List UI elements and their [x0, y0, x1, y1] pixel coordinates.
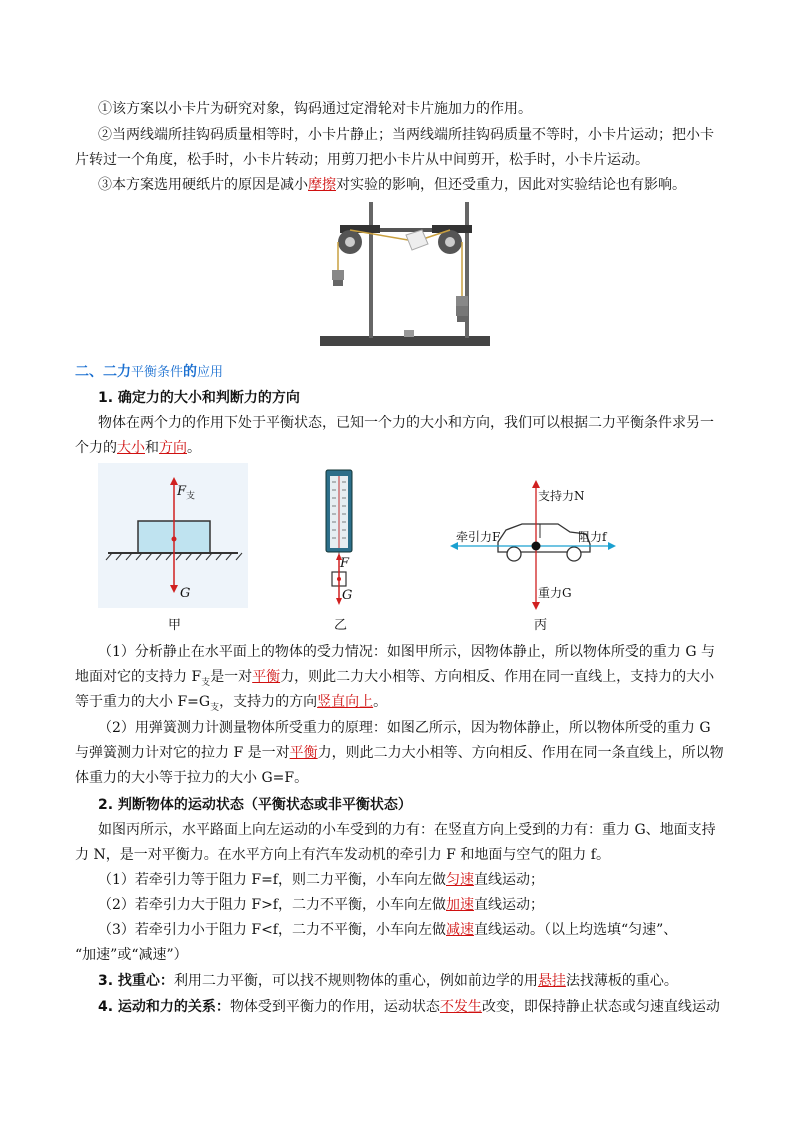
answer-blank: 不发生	[439, 999, 482, 1015]
sub2-paragraph-cont: 力 N，是一对平衡力。在水平方向上有汽车发动机的牵引力 F 和地面与空气的阻力 f。	[75, 847, 610, 863]
subheading-1: 1. 确定力的大小和判断力的方向	[98, 390, 300, 406]
text: 。	[373, 694, 388, 710]
force-label-left: 牵引力F	[456, 530, 501, 544]
text: （1）若牵引力等于阻力 F=f，则二力平衡，小车向左做	[98, 872, 446, 888]
analysis1-line3	[75, 692, 387, 718]
analysis2-line3: 体重力的大小等于拉力的大小 G=F。	[75, 770, 309, 786]
figure-caption: 乙	[334, 618, 348, 633]
analysis1-line1: （1）分析静止在水平面上的物体的受力情况：如图甲所示，因物体静止，所以物体所受的重力 G 与	[98, 644, 715, 660]
text: F	[177, 484, 187, 499]
section-heading	[75, 362, 223, 383]
subheading-4: 4. 运动和力的关系：	[98, 999, 230, 1015]
text: ，支持力的方向	[219, 694, 318, 710]
text: 直线运动；	[473, 897, 544, 913]
text: 直线运动；	[473, 872, 544, 888]
sub3-paragraph	[98, 971, 678, 991]
figure-jia	[98, 463, 248, 608]
text: 地面对它的支持力 F	[75, 669, 202, 685]
answer-blank: 匀速	[445, 872, 474, 888]
paragraph-1: ①该方案以小卡片为研究对象，钩码通过定滑轮对卡片施加力的作用。	[98, 101, 532, 117]
figure-bing	[450, 480, 620, 610]
text: （3）若牵引力小于阻力 F<f，二力不平衡，小车向左做	[98, 922, 446, 938]
force-label-up: 支持力N	[538, 489, 585, 503]
force-label-down: 重力G	[538, 586, 572, 600]
answer-blank: 竖直向上	[317, 694, 374, 710]
force-label: G	[342, 588, 353, 603]
sub1-paragraph-cont	[75, 438, 201, 458]
text: （2）若牵引力大于阻力 F>f，二力不平衡，小车向左做	[98, 897, 446, 913]
subheading-2: 2. 判断物体的运动状态（平衡状态或非平衡状态）	[98, 797, 412, 813]
text: 应用	[197, 365, 224, 380]
subscript: 支	[201, 677, 211, 688]
force-label: F	[340, 556, 350, 571]
paragraph-2a: ②当两线端所挂钩码质量相等时，小卡片静止；当两线端所挂钩码质量不等时，小卡片运动；把小卡	[98, 127, 714, 143]
case-3	[98, 920, 677, 940]
subheading-3: 3. 找重心：	[98, 973, 174, 989]
answer-blank: 大小	[117, 440, 145, 456]
text: 等于重力的大小 F=G	[75, 694, 211, 710]
text: 改变，即保持静止状态或匀速直线运动	[481, 999, 720, 1015]
sub1-paragraph: 物体在两个力的作用下处于平衡状态，已知一个力的大小和方向，我们可以根据二力平衡条件求另一	[98, 415, 714, 431]
text: 个力的	[75, 440, 117, 456]
text: 对实验的影响，但还受重力，因此对实验结论也有影响。	[336, 177, 686, 193]
figure-caption: 丙	[534, 618, 548, 633]
text: 与弹簧测力计对它的拉力 F 是一对	[75, 745, 290, 761]
subscript: 支	[210, 702, 220, 713]
text: 是一对	[210, 669, 253, 685]
answer-blank: 悬挂	[537, 973, 566, 989]
sub4-paragraph	[98, 997, 720, 1017]
answer-blank: 摩擦	[308, 177, 336, 193]
case-3-cont: “加速”或“减速”）	[75, 947, 188, 963]
answer-blank: 加速	[445, 897, 474, 913]
subscript: 支	[186, 491, 196, 502]
analysis2-line1: （2）用弹簧测力计测量物体所受重力的原理：如图乙所示，因为物体静止，所以物体所受的重力 G	[98, 720, 711, 736]
text: 利用二力平衡，可以找不规则物体的重心，例如前边学的用	[173, 973, 538, 989]
force-label	[177, 484, 195, 502]
text: 二、二力	[75, 364, 131, 380]
text: 。	[187, 440, 201, 456]
text: ③本方案选用硬纸片的原因是减小	[98, 177, 308, 193]
text: 直线运动。（以上均选填“匀速”、	[473, 922, 678, 938]
sub2-paragraph: 如图丙所示，水平路面上向左运动的小车受到的力有：在竖直方向上受到的力有：重力 G、地面支持	[98, 822, 716, 838]
case-2	[98, 895, 544, 915]
force-label-right: 阻力f	[578, 530, 607, 544]
pulley-apparatus-figure	[320, 200, 490, 350]
analysis1-line2	[75, 667, 714, 693]
answer-blank: 减速	[445, 922, 474, 938]
text: 的	[183, 364, 198, 380]
force-label: G	[180, 586, 191, 601]
analysis2-line2	[75, 743, 724, 763]
answer-blank: 方向	[159, 440, 187, 456]
answer-blank: 平衡	[252, 669, 281, 685]
figure-caption: 甲	[168, 618, 182, 633]
text: 力，则此二力大小相等、方向相反、作用在同一条直线上，所以物	[317, 745, 724, 761]
text: 平衡条件	[131, 365, 184, 380]
case-1	[98, 870, 544, 890]
paragraph-3	[98, 175, 686, 195]
answer-blank: 平衡	[289, 745, 318, 761]
text: 法找薄板的重心。	[565, 973, 678, 989]
figure-yi	[322, 468, 362, 608]
paragraph-2b: 片转过一个角度，松手时，小卡片转动；用剪刀把小卡片从中间剪开，松手时，小卡片运动。	[75, 152, 649, 168]
text: 和	[145, 440, 159, 456]
text: 力，则此二力大小相等、方向相反、作用在同一直线上，支持力的大小	[280, 669, 715, 685]
text: 物体受到平衡力的作用，运动状态	[229, 999, 440, 1015]
